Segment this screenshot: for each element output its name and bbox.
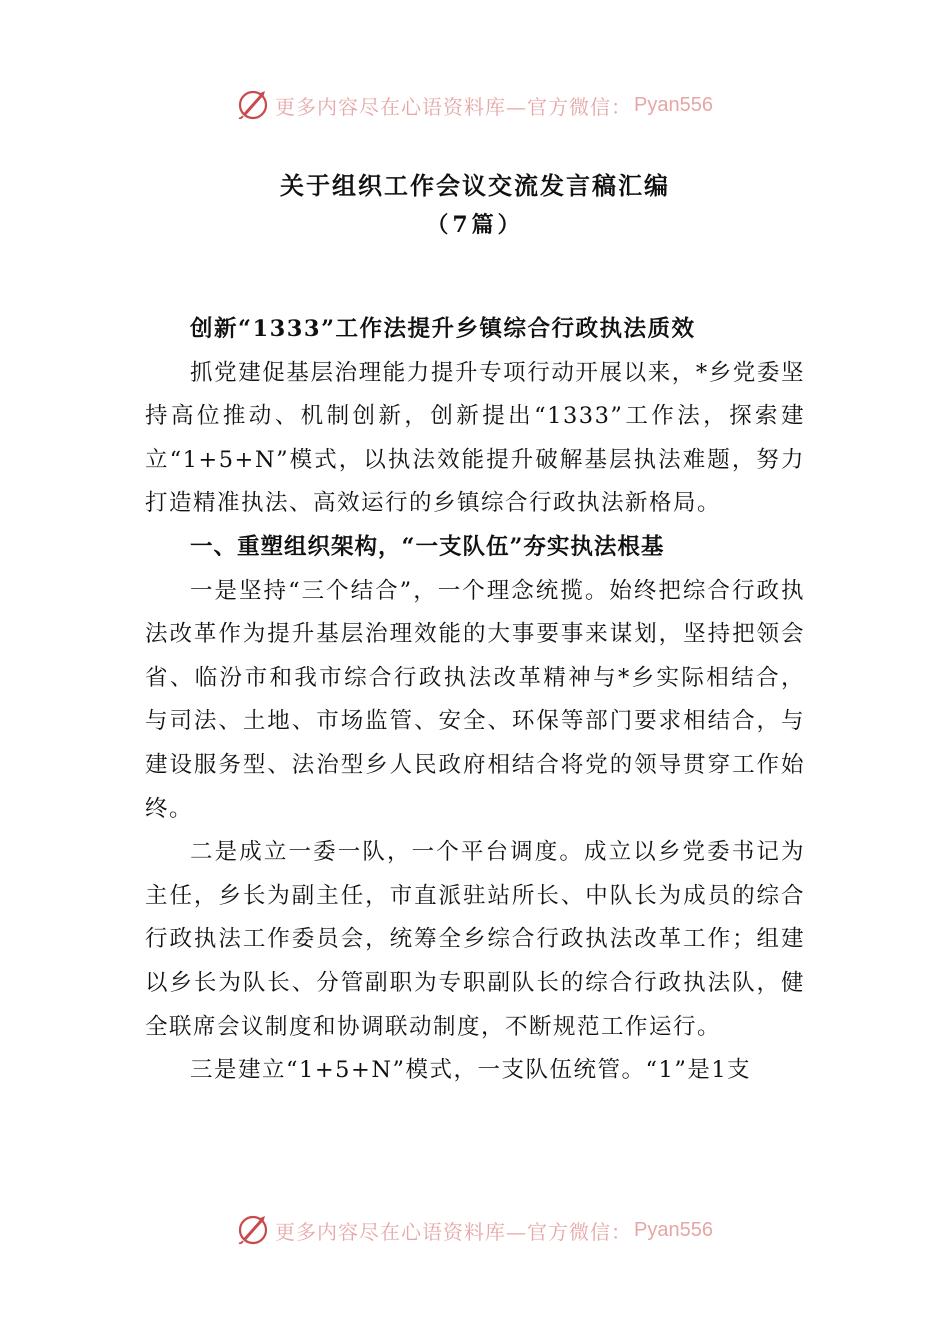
- watermark-wechat-id: Pyan556: [634, 93, 713, 116]
- article-title: 创新“1333”工作法提升乡镇综合行政执法质效: [190, 316, 696, 342]
- document-title: 关于组织工作会议交流发言稿汇编: [280, 171, 670, 200]
- document-body: [145, 308, 805, 1093]
- paragraph-intro: 抓党建促基层治理能力提升专项行动开展以来，*乡党委坚持高位推动、机制创新，创新提出“1333”工作法，探索建立“1+5+N”模式，以执法效能提升破解基层执法难题，努力打造精准执法、高效运行的乡镇综合行政执法新格局。: [145, 359, 805, 517]
- watermark-banner-bottom: [0, 1210, 950, 1250]
- paragraph-1: 一是坚持“三个结合”，一个理念统揽。始终把综合行政执法改革作为提升基层治理效能的大事要事来谋划，坚持把领会省、临汾市和我市综合行政执法改革精神与*乡实际相结合，与司法、土地、市场监管、安全、环保等部门要求相结合，与建设服务型、法治型乡人民政府相结合将党的领导贯穿工作始终。: [145, 577, 805, 822]
- paragraph-2: 二是成立一委一队，一个平台调度。成立以乡党委书记为主任，乡长为副主任，市直派驻站所长、中队长为成员的综合行政执法工作委员会，统筹全乡综合行政执法改革工作；组建以乡长为队长、分管副职为专职副队长的综合行政执法队，健全联席会议制度和协调联动制度，不断规范工作运行。: [145, 839, 805, 1040]
- watermark-text: 更多内容尽在心语资料库—官方微信：: [275, 1219, 633, 1244]
- paragraph-3: 三是建立“1+5+N”模式，一支队伍统管。“1”是1支: [190, 1057, 752, 1084]
- section-heading-1: 一、重塑组织架构，“一支队伍”夯实执法根基: [190, 533, 665, 560]
- watermark-wechat-id: Pyan556: [634, 1218, 713, 1241]
- document-subtitle: （7篇）: [426, 212, 524, 238]
- watermark-text: 更多内容尽在心语资料库—官方微信：: [275, 94, 633, 119]
- watermark-banner-top: [0, 85, 950, 125]
- pen-logo-icon: [237, 1213, 271, 1247]
- pen-logo-icon: [237, 88, 271, 122]
